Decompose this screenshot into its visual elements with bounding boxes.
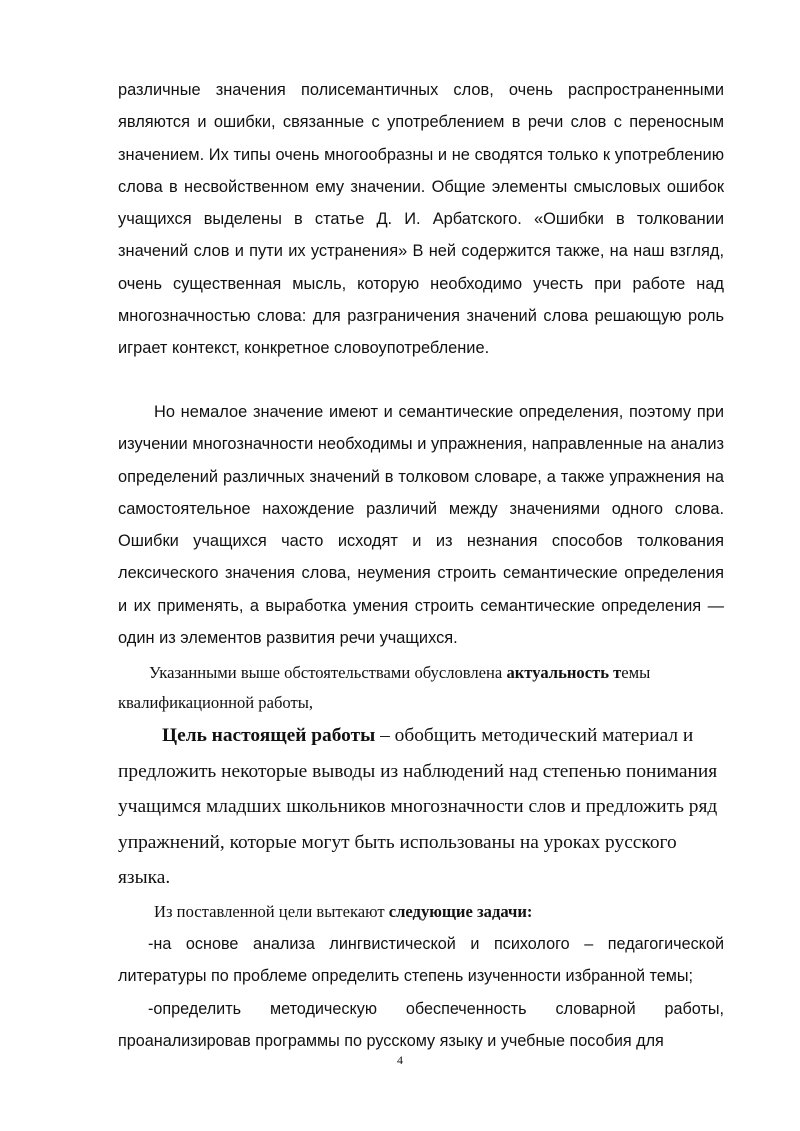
relevance-text-end: емы квалификационной работы, — [118, 663, 651, 712]
page-number: 4 — [397, 1053, 403, 1067]
tasks-intro-text: Из поставленной цели вытекают — [154, 902, 389, 921]
goal-text: – обобщить методический материал и предложить некоторые выводы из наблюдений над степенью понимания учащимся младших школьников многозначности слов и предложить ряд упражнений, которые могут быть использованы на уроках русского языка. — [118, 725, 718, 889]
paragraph-relevance — [118, 658, 724, 718]
task-item-1: -на основе анализа лингвистической и психолого – педагогической литературы по проблеме определить степень изученности избранной темы; — [118, 935, 724, 985]
goal-keyword: Цель настоящей работы — [162, 725, 376, 746]
relevance-keyword: актуальность т — [506, 663, 622, 682]
paragraph-semantic-definitions: Но немалое значение имеют и семантические определения, поэтому при изучении многозначности необходимы и упражнения, направленные на анализ определений различных значений в толковом словаре, а также упражнения на самостоятельное нахождение различий между значениями одного слова. Ошибки учащихся часто исходят и из незнания способов толкования лексического значения слова, неумения строить семантические определения и их применять, а выработка умения строить семантические определения — один из элементов развития речи учащихся. — [118, 403, 724, 648]
paragraph-goal — [118, 718, 724, 896]
relevance-text-start: Указанными выше обстоятельствами обусловлена — [149, 663, 507, 682]
task-item-2: -определить методическую обеспеченность словарной работы, проанализировав программы по русскому языку и учебные пособия для — [118, 1000, 724, 1050]
paragraph-polysemy-errors: различные значения полисемантичных слов, очень распространенными являются и ошибки, связанные с употреблением в речи слов с переносным значением. Их типы очень многообразны и не сводятся только к употреблению слова в несвойственном ему значении. Общие элементы смысловых ошибок учащихся выделены в статье Д. И. Арбатского. «Ошибки в толковании значений слов и пути их устранения» В ней содержится также, на наш взгляд, очень существенная мысль, которую необходимо учесть при работе над многозначностью слова: для разграничения значений слова решающую роль играет контекст, конкретное словоупотребление. — [118, 81, 724, 358]
paragraph-tasks-intro — [118, 898, 724, 926]
tasks-keyword: следующие задачи: — [388, 902, 533, 921]
